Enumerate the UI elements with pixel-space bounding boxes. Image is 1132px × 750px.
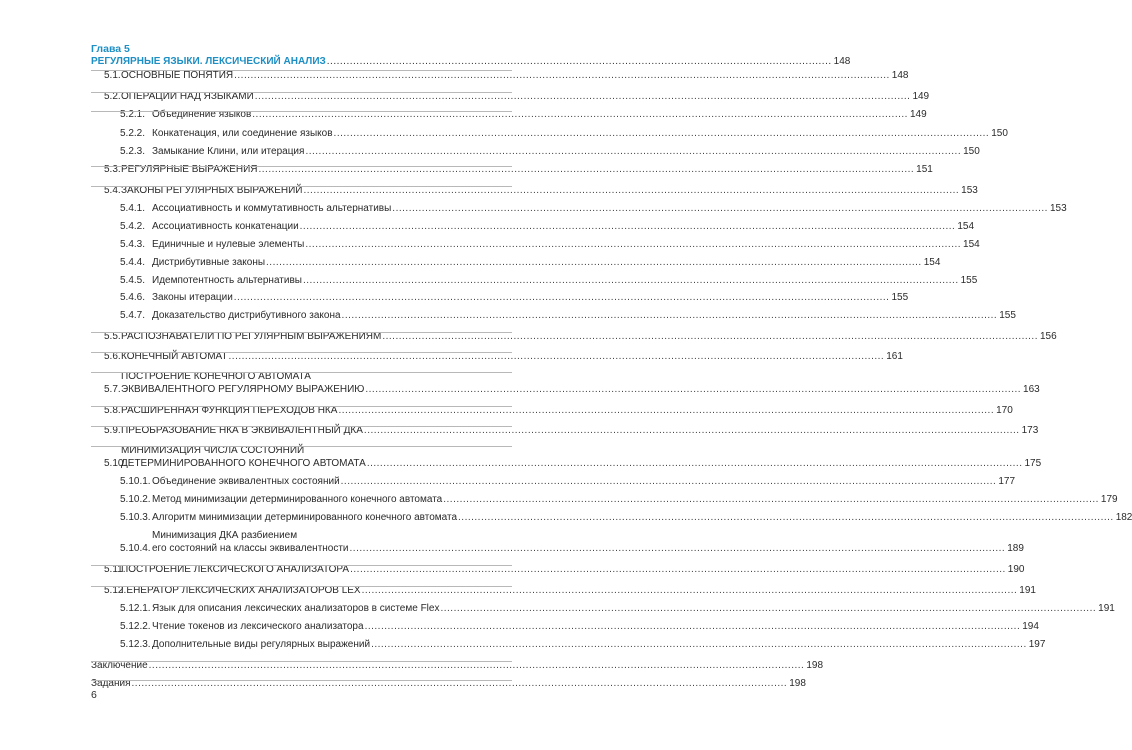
page-ref: 163	[1023, 384, 1040, 395]
page-ref: 198	[806, 660, 824, 671]
toc-entry[interactable]	[120, 128, 1008, 140]
page-ref: 153	[1049, 203, 1067, 214]
section-number: 5.12.3.	[120, 639, 151, 650]
separator-line	[91, 680, 512, 681]
separator-line	[91, 586, 512, 587]
dot-leader: ........................................................................................................................................................................................................	[333, 128, 990, 139]
section-number: 5.4.	[104, 185, 121, 196]
dot-leader: ........................................................................................................................................................................................................	[350, 564, 1006, 575]
toc-entry[interactable]	[120, 257, 941, 269]
page-ref: 155	[960, 275, 978, 286]
section-title: Задания	[91, 678, 131, 689]
section-title: ЗАКОНЫ РЕГУЛЯРНЫХ ВЫРАЖЕНИЙ	[121, 185, 303, 196]
toc-entry[interactable]	[120, 530, 1024, 555]
section-title: Доказательство дистрибутивного закона	[152, 310, 341, 321]
dot-leader: ........................................................................................................................................................................................................	[443, 494, 1099, 505]
section-title: РАСШИРЕННАЯ ФУНКЦИЯ ПЕРЕХОДОВ НКА	[121, 405, 338, 416]
section-number: 5.10.4.	[120, 543, 151, 554]
section-title: Заключение	[91, 660, 148, 671]
page-ref: 154	[963, 239, 980, 250]
section-title-line1: МИНИМИЗАЦИЯ ЧИСЛА СОСТОЯНИЙ	[121, 445, 305, 456]
section-number: 5.11.	[104, 564, 126, 575]
separator-line	[91, 70, 512, 71]
toc-entry[interactable]	[120, 203, 1067, 215]
section-title: Объединение языков	[152, 109, 252, 120]
toc-entry[interactable]	[120, 146, 980, 158]
section-title: Дополнительные виды регулярных выражений	[152, 639, 371, 650]
toc-entry[interactable]	[120, 494, 1118, 506]
page-ref: 149	[909, 109, 927, 120]
page-ref: 150	[991, 128, 1008, 139]
page-ref: 177	[998, 476, 1016, 487]
section-title: КОНЕЧНЫЙ АВТОМАТ	[121, 351, 228, 362]
dot-leader: ........................................................................................................................................................................................................	[305, 239, 962, 250]
toc-entry[interactable]	[104, 445, 1042, 470]
section-number: 5.4.5.	[120, 275, 146, 286]
page-number: 6	[91, 689, 97, 701]
toc-entry[interactable]	[120, 292, 909, 304]
toc-entry[interactable]	[120, 603, 1115, 615]
section-number: 5.2.1.	[120, 109, 146, 120]
section-title: Метод минимизации детерминированного конечного автомата	[152, 494, 443, 505]
section-number: 5.10.1.	[120, 476, 151, 487]
dot-leader: ........................................................................................................................................................................................................	[365, 384, 1022, 395]
section-number: 5.6.	[104, 351, 121, 362]
page-ref: 179	[1100, 494, 1118, 505]
section-title: Конкатенация, или соединение языков	[152, 128, 333, 139]
dot-leader: ........................................................................................................................................................................................................	[299, 221, 956, 232]
separator-line	[91, 352, 512, 353]
page-ref: 155	[999, 310, 1016, 321]
page-ref: 198	[789, 678, 806, 689]
dot-leader: ........................................................................................................................................................................................................	[349, 543, 1006, 554]
separator-line	[91, 111, 512, 112]
toc-entry[interactable]	[120, 239, 980, 251]
toc-entry[interactable]	[120, 275, 978, 287]
section-title: Алгоритм минимизации детерминированного конечного автомата	[152, 512, 458, 523]
section-title: Замыкание Клини, или итерация	[152, 146, 305, 157]
section-number: 5.4.7.	[120, 310, 146, 321]
section-number: 5.2.	[104, 91, 121, 102]
section-title: его состояний на классы эквивалентности Минимизация ДКА разбиением	[152, 530, 349, 554]
dot-leader: ........................................................................................................................................................................................................	[302, 275, 959, 286]
page-ref: 191	[1019, 585, 1036, 596]
separator-line	[91, 186, 512, 187]
section-number: 5.4.1.	[120, 203, 146, 214]
section-title: Идемпотентность альтернативы	[152, 275, 302, 286]
dot-leader: ........................................................................................................................................................................................................	[382, 331, 1038, 342]
page-ref: 194	[1022, 621, 1039, 632]
page-ref: 175	[1024, 458, 1042, 469]
separator-line	[91, 661, 512, 662]
section-number: 5.9.	[104, 425, 121, 436]
dot-leader: ........................................................................................................................................................................................................	[148, 660, 805, 671]
dot-leader: ........................................................................................................................................................................................................	[233, 292, 890, 303]
separator-line	[91, 446, 512, 447]
section-title-line1: Минимизация ДКА разбиением	[152, 530, 298, 541]
page-ref: 148	[833, 56, 851, 67]
section-title: РАСПОЗНАВАТЕЛИ ПО РЕГУЛЯРНЫМ ВЫРАЖЕНИЯМ	[121, 331, 382, 342]
dot-leader: ........................................................................................................................................................................................................	[366, 458, 1023, 469]
dot-leader: ........................................................................................................................................................................................................	[363, 425, 1020, 436]
section-number: 5.5.	[104, 331, 121, 342]
section-number: 5.4.3.	[120, 239, 146, 250]
page-ref: 191	[1098, 603, 1115, 614]
separator-line	[91, 565, 512, 566]
page-ref: 150	[963, 146, 980, 157]
dot-leader: ........................................................................................................................................................................................................	[338, 405, 995, 416]
page-ref: 154	[957, 221, 975, 232]
page-ref: 151	[916, 164, 933, 175]
page-ref: 155	[891, 292, 909, 303]
page-ref: 173	[1021, 425, 1039, 436]
section-number: 5.12.1.	[120, 603, 151, 614]
page-ref: 170	[996, 405, 1013, 416]
toc-entry[interactable]	[120, 310, 1016, 322]
section-number: 5.4.6.	[120, 292, 146, 303]
separator-line	[91, 406, 512, 407]
section-title: ОСНОВНЫЕ ПОНЯТИЯ	[121, 70, 234, 81]
section-number: 5.10.3.	[120, 512, 151, 523]
toc-entry[interactable]	[120, 512, 1132, 524]
dot-leader: ........................................................................................................................................................................................................	[364, 621, 1021, 632]
dot-leader: ........................................................................................................................................................................................................	[340, 476, 997, 487]
page-ref: 149	[912, 91, 930, 102]
dot-leader: ........................................................................................................................................................................................................	[252, 109, 908, 120]
page-ref: 190	[1007, 564, 1025, 575]
section-number: 5.4.4.	[120, 257, 146, 268]
section-title: Чтение токенов из лексического анализатора	[152, 621, 364, 632]
page-ref: 156	[1040, 331, 1057, 342]
section-title: ПОСТРОЕНИЕ ЛЕКСИЧЕСКОГО АНАЛИЗАТОРА	[121, 564, 350, 575]
dot-leader: ........................................................................................................................................................................................................	[266, 257, 922, 268]
dot-leader: ........................................................................................................................................................................................................	[234, 70, 890, 81]
section-title: РЕГУЛЯРНЫЕ ВЫРАЖЕНИЯ	[121, 164, 258, 175]
separator-line	[91, 332, 512, 333]
dot-leader: ........................................................................................................................................................................................................	[228, 351, 885, 362]
dot-leader: ........................................................................................................................................................................................................	[458, 512, 1114, 523]
page-ref: 197	[1028, 639, 1046, 650]
dot-leader: ........................................................................................................................................................................................................	[392, 203, 1048, 214]
section-number: 5.7.	[104, 384, 121, 395]
chapter-label: Глава 5	[91, 43, 130, 55]
section-number: 5.1.	[104, 70, 121, 81]
dot-leader: ........................................................................................................................................................................................................	[131, 678, 788, 689]
page-ref: 154	[923, 257, 941, 268]
page-ref: 189	[1007, 543, 1024, 554]
toc-entry[interactable]	[120, 476, 1016, 488]
chapter-title: РЕГУЛЯРНЫЕ ЯЗЫКИ. ЛЕКСИЧЕСКИЙ АНАЛИЗ	[91, 56, 326, 67]
section-number: 5.3.	[104, 164, 121, 175]
section-number: 5.12.	[104, 585, 127, 596]
section-title: ОПЕРАЦИИ НАД ЯЗЫКАМИ	[121, 91, 254, 102]
dot-leader: ........................................................................................................................................................................................................	[303, 185, 960, 196]
separator-line	[91, 92, 512, 93]
section-title: ДЕТЕРМИНИРОВАННОГО КОНЕЧНОГО АВТОМАТА МИНИМИЗАЦИЯ ЧИСЛА СОСТОЯНИЙ	[121, 445, 366, 469]
section-title-line1: ПОСТРОЕНИЕ КОНЕЧНОГО АВТОМАТА	[121, 371, 311, 382]
section-title: Дистрибутивные законы	[152, 257, 266, 268]
toc-chapter-entry[interactable]	[91, 56, 851, 68]
toc-entry[interactable]	[120, 221, 975, 233]
section-number: 5.2.2.	[120, 128, 146, 139]
dot-leader: ........................................................................................................................................................................................................	[254, 91, 911, 102]
separator-line	[91, 166, 512, 167]
separator-line	[91, 426, 512, 427]
dot-leader: ........................................................................................................................................................................................................	[305, 146, 962, 157]
dot-leader: ........................................................................................................................................................................................................	[440, 603, 1097, 614]
section-title: ГЕНЕРАТОР ЛЕКСИЧЕСКИХ АНАЛИЗАТОРОВ LEX	[121, 585, 361, 596]
section-number: 5.10.2.	[120, 494, 151, 505]
page-ref: 161	[886, 351, 903, 362]
page-ref: 182	[1115, 512, 1132, 523]
page-ref: 153	[961, 185, 978, 196]
section-number: 5.4.2.	[120, 221, 146, 232]
section-number: 5.2.3.	[120, 146, 146, 157]
separator-line	[91, 372, 512, 373]
section-title: Единичные и нулевые элементы	[152, 239, 305, 250]
toc-entry[interactable]	[104, 70, 909, 82]
section-title: Ассоциативность конкатенации	[152, 221, 299, 232]
section-title: ЭКВИВАЛЕНТНОГО РЕГУЛЯРНОМУ ВЫРАЖЕНИЮ ПОСТРОЕНИЕ КОНЕЧНОГО АВТОМАТА	[121, 371, 365, 395]
toc-entry[interactable]	[120, 621, 1039, 633]
dot-leader: ........................................................................................................................................................................................................	[361, 585, 1018, 596]
page-ref: 148	[891, 70, 909, 81]
dot-leader: ..........................................................................................................................................................	[326, 56, 832, 67]
toc-entry[interactable]	[120, 639, 1046, 651]
dot-leader: ........................................................................................................................................................................................................	[341, 310, 998, 321]
section-title: Законы итерации	[152, 292, 233, 303]
section-number: 5.8.	[104, 405, 121, 416]
section-number: 5.12.2.	[120, 621, 151, 632]
toc-entry[interactable]	[104, 371, 1040, 396]
section-title: Ассоциативность и коммутативность альтернативы	[152, 203, 392, 214]
dot-leader: ........................................................................................................................................................................................................	[258, 164, 915, 175]
section-title: ПРЕОБРАЗОВАНИЕ НКА В ЭКВИВАЛЕНТНЫЙ ДКА	[121, 425, 363, 436]
section-number: 5.10.	[104, 458, 127, 469]
section-title: Объединение эквивалентных состояний	[152, 476, 340, 487]
dot-leader: ........................................................................................................................................................................................................	[371, 639, 1027, 650]
section-title: Язык для описания лексических анализаторов в системе Flex	[152, 603, 440, 614]
